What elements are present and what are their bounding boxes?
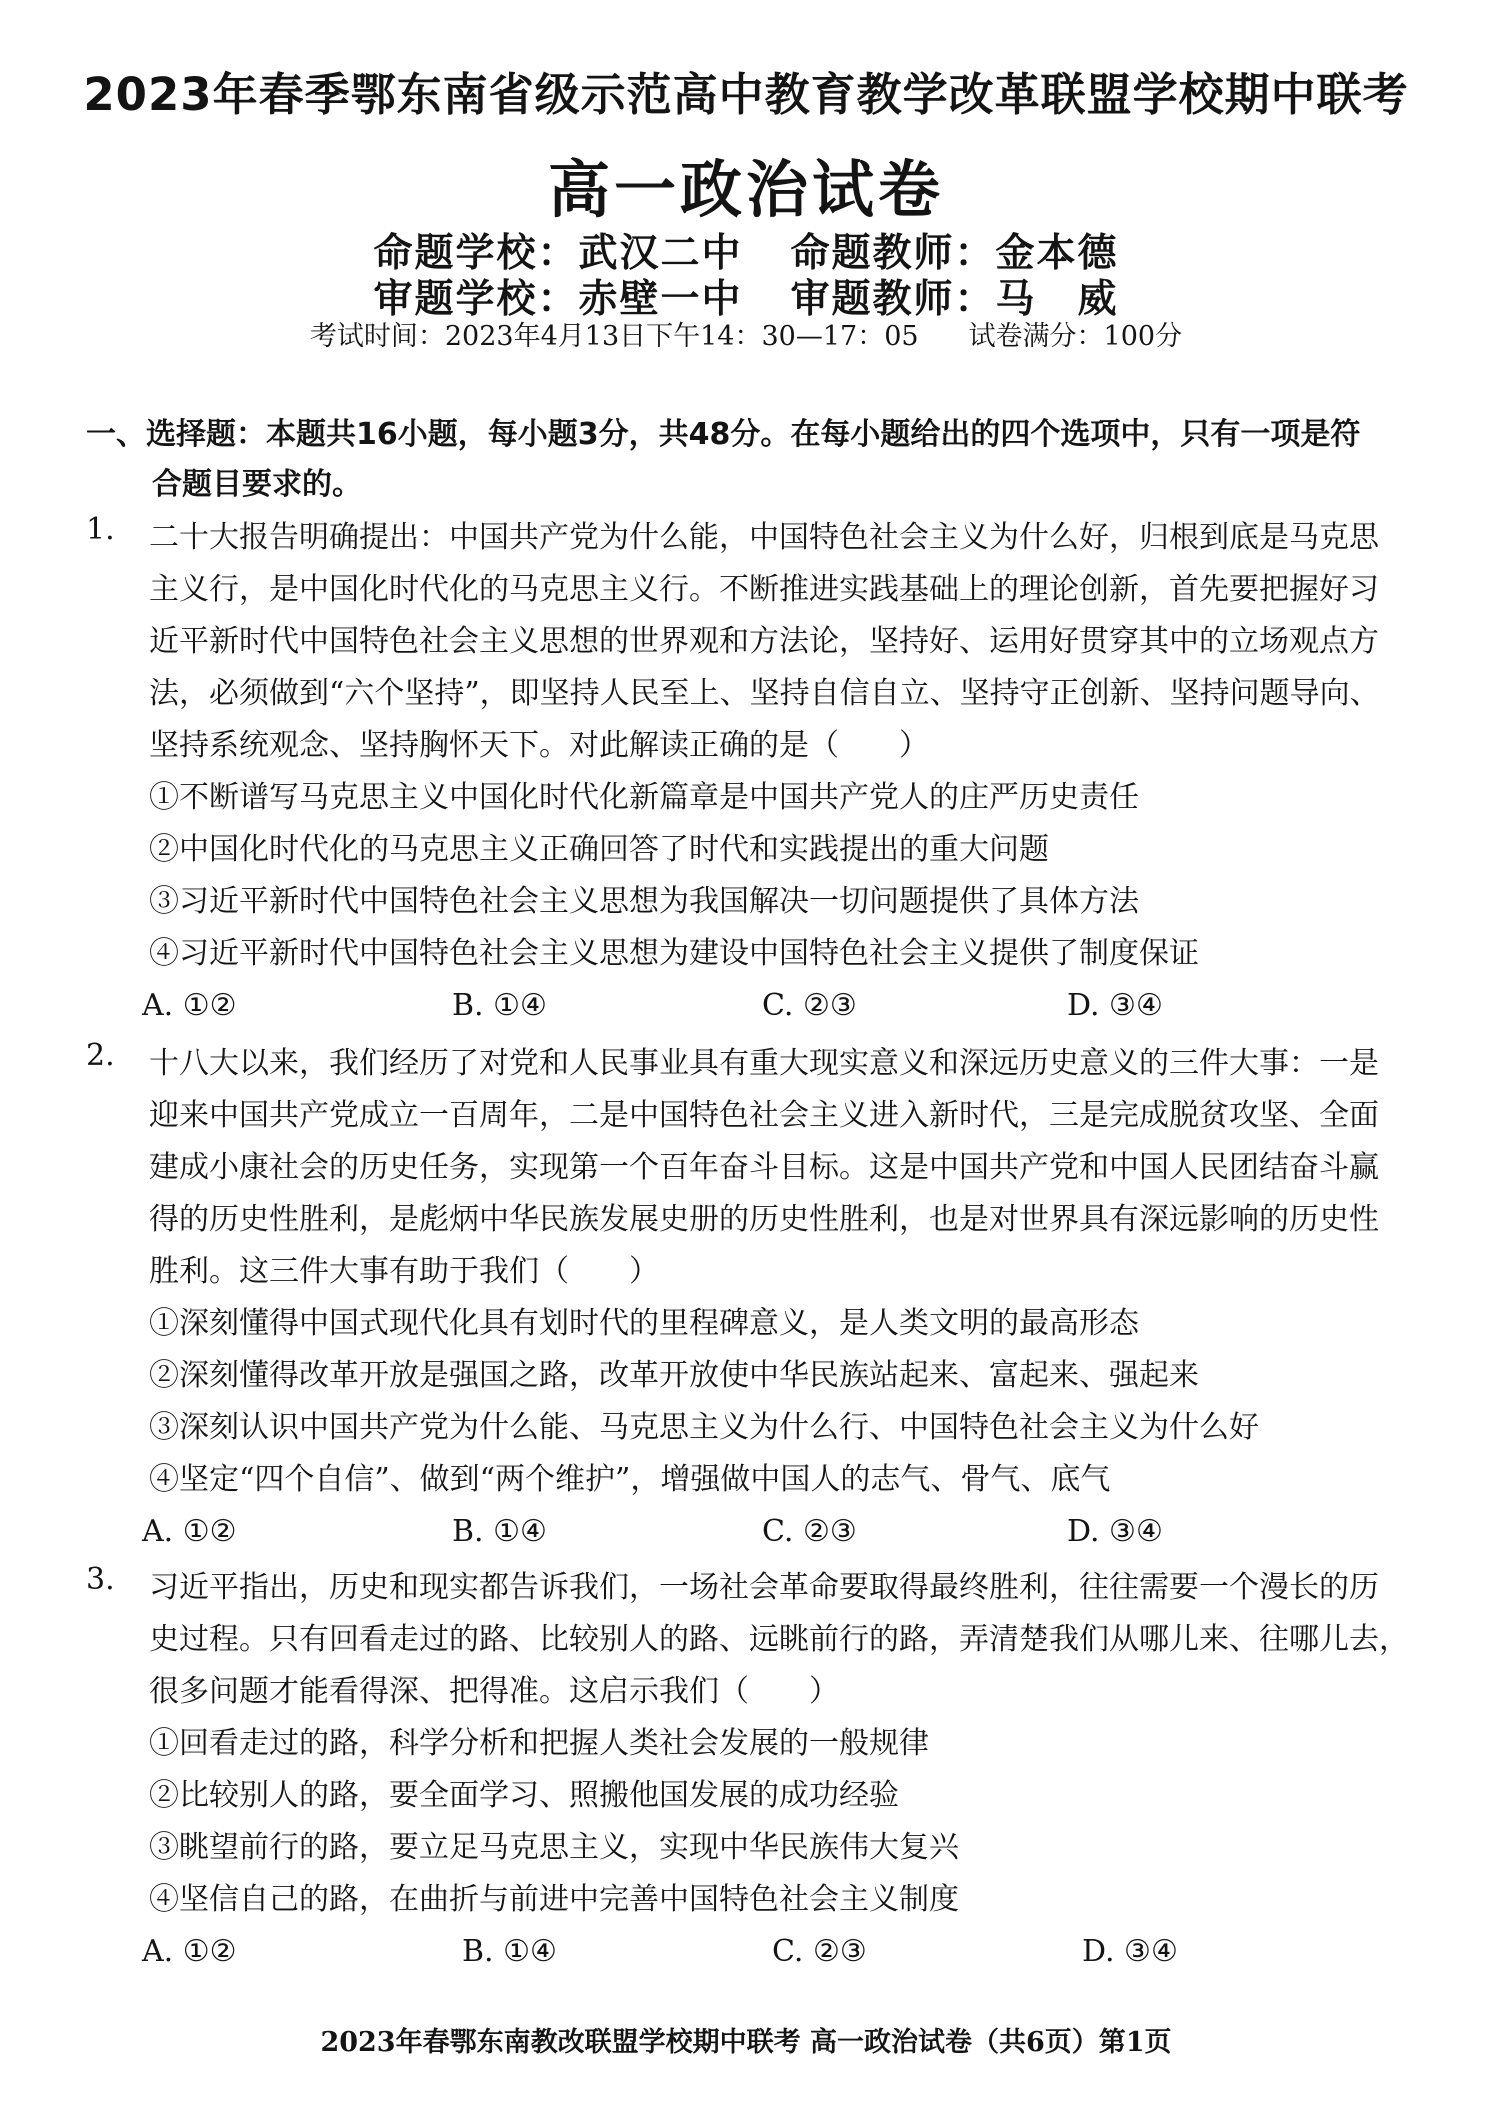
choice-c[interactable]: C. ②③ xyxy=(772,1934,867,1969)
statement-3: ③习近平新时代中国特色社会主义思想为我国解决一切问题提供了具体方法 xyxy=(149,884,1139,919)
section-heading-line1: 一、选择题：本题共16小题，每小题3分，共48分。在每小题给出的四个选项中，只有一项是符 xyxy=(86,417,1361,452)
choice-c[interactable]: C. ②③ xyxy=(762,988,857,1023)
statement-3: ③眺望前行的路，要立足马克思主义，实现中华民族伟大复兴 xyxy=(149,1830,959,1865)
choice-a[interactable]: A. ①② xyxy=(142,1934,237,1969)
statement-4: ④坚定“四个自信”、做到“两个维护”，增强做中国人的志气、骨气、底气 xyxy=(149,1462,1111,1497)
stem-line: 得的历史性胜利，是彪炳中华民族发展史册的历史性胜利，也是对世界具有深远影响的历史性 xyxy=(149,1202,1379,1237)
stem-line: 近平新时代中国特色社会主义思想的世界观和方法论，坚持好、运用好贯穿其中的立场观点方 xyxy=(149,624,1379,659)
exam-time: 考试时间：2023年4月13日下午14：30—17：05 xyxy=(309,321,919,352)
exam-subtitle: 高一政治试卷 xyxy=(547,153,944,226)
stem-line: 迎来中国共产党成立一百周年，二是中国特色社会主义进入新时代，三是完成脱贫攻坚、全面 xyxy=(149,1098,1379,1133)
question-number: 1. xyxy=(86,512,115,547)
stem-line: 建成小康社会的历史任务，实现第一个百年奋斗目标。这是中国共产党和中国人民团结奋斗赢 xyxy=(149,1150,1379,1185)
statement-1: ①不断谱写马克思主义中国化时代化新篇章是中国共产党人的庄严历史责任 xyxy=(149,780,1139,815)
choice-d[interactable]: D. ③④ xyxy=(1067,1514,1163,1549)
stem-line: 很多问题才能看得深、把得准。这启示我们（ ） xyxy=(149,1674,839,1709)
choice-c[interactable]: C. ②③ xyxy=(762,1514,857,1549)
statement-1: ①深刻懂得中国式现代化具有划时代的里程碑意义，是人类文明的最高形态 xyxy=(149,1306,1139,1341)
exam-title: 2023年春季鄂东南省级示范高中教育教学改革联盟学校期中联考 xyxy=(83,68,1409,121)
statement-3: ③深刻认识中国共产党为什么能、马克思主义为什么行、中国特色社会主义为什么好 xyxy=(149,1410,1259,1445)
stem-line: 习近平指出，历史和现实都告诉我们，一场社会革命要取得最终胜利，往往需要一个漫长的历 xyxy=(149,1570,1379,1605)
question-2 xyxy=(86,1038,1446,1558)
stem-line: 法，必须做到“六个坚持”，即坚持人民至上、坚持自信自立、坚持守正创新、坚持问题导向、 xyxy=(149,676,1380,711)
question-number: 3. xyxy=(86,1562,115,1597)
stem-line: 二十大报告明确提出：中国共产党为什么能，中国特色社会主义为什么好，归根到底是马克思 xyxy=(149,520,1379,555)
answer-choices xyxy=(142,980,1446,1032)
choice-b[interactable]: B. ①④ xyxy=(452,988,547,1023)
statement-1: ①回看走过的路，科学分析和把握人类社会发展的一般规律 xyxy=(149,1726,929,1761)
question-stem xyxy=(149,1562,1446,1718)
stem-line: 胜利。这三件大事有助于我们（ ） xyxy=(149,1254,659,1289)
page-footer: 2023年春鄂东南教改联盟学校期中联考 高一政治试卷（共6页）第1页 xyxy=(320,2027,1172,2058)
compose-school: 命题学校：武汉二中 xyxy=(373,231,743,276)
choice-d[interactable]: D. ③④ xyxy=(1082,1934,1178,1969)
question-1 xyxy=(86,512,1446,1032)
stem-line: 坚持系统观念、坚持胸怀天下。对此解读正确的是（ ） xyxy=(149,728,929,763)
question-statements xyxy=(149,1718,1446,1926)
review-school: 审题学校：赤壁一中 xyxy=(373,277,743,322)
choice-b[interactable]: B. ①④ xyxy=(452,1514,547,1549)
statement-2: ②深刻懂得改革开放是强国之路，改革开放使中华民族站起来、富起来、强起来 xyxy=(149,1358,1199,1393)
statement-4: ④习近平新时代中国特色社会主义思想为建设中国特色社会主义提供了制度保证 xyxy=(149,936,1199,971)
review-teacher: 审题教师：马 威 xyxy=(790,277,1119,322)
stem-line: 主义行，是中国化时代化的马克思主义行。不断推进实践基础上的理论创新，首先要把握好习 xyxy=(149,572,1379,607)
exam-meta xyxy=(0,314,1492,353)
question-statements xyxy=(149,1298,1446,1506)
question-number: 2. xyxy=(86,1038,115,1073)
question-statements xyxy=(149,772,1446,980)
section-heading-line2: 合题目要求的。 xyxy=(152,467,362,502)
question-stem xyxy=(149,1038,1446,1298)
statement-2: ②比较别人的路，要全面学习、照搬他国发展的成功经验 xyxy=(149,1778,899,1813)
choice-a[interactable]: A. ①② xyxy=(142,1514,237,1549)
choice-d[interactable]: D. ③④ xyxy=(1067,988,1163,1023)
statement-2: ②中国化时代化的马克思主义正确回答了时代和实践提出的重大问题 xyxy=(149,832,1049,867)
question-3 xyxy=(86,1562,1446,1978)
statement-4: ④坚信自己的路，在曲折与前进中完善中国特色社会主义制度 xyxy=(149,1882,959,1917)
answer-choices xyxy=(142,1506,1446,1558)
choice-b[interactable]: B. ①④ xyxy=(462,1934,557,1969)
section-heading xyxy=(86,410,1446,510)
stem-line: 史过程。只有回看走过的路、比较别人的路、远眺前行的路，弄清楚我们从哪儿来、往哪儿去， xyxy=(149,1622,1409,1657)
choice-a[interactable]: A. ①② xyxy=(142,988,237,1023)
stem-line: 十八大以来，我们经历了对党和人民事业具有重大现实意义和深远历史意义的三件大事：一是 xyxy=(149,1046,1379,1081)
question-stem xyxy=(149,512,1446,772)
compose-teacher: 命题教师：金本德 xyxy=(790,231,1119,276)
answer-choices xyxy=(142,1926,1446,1978)
full-score: 试卷满分：100分 xyxy=(968,321,1183,352)
